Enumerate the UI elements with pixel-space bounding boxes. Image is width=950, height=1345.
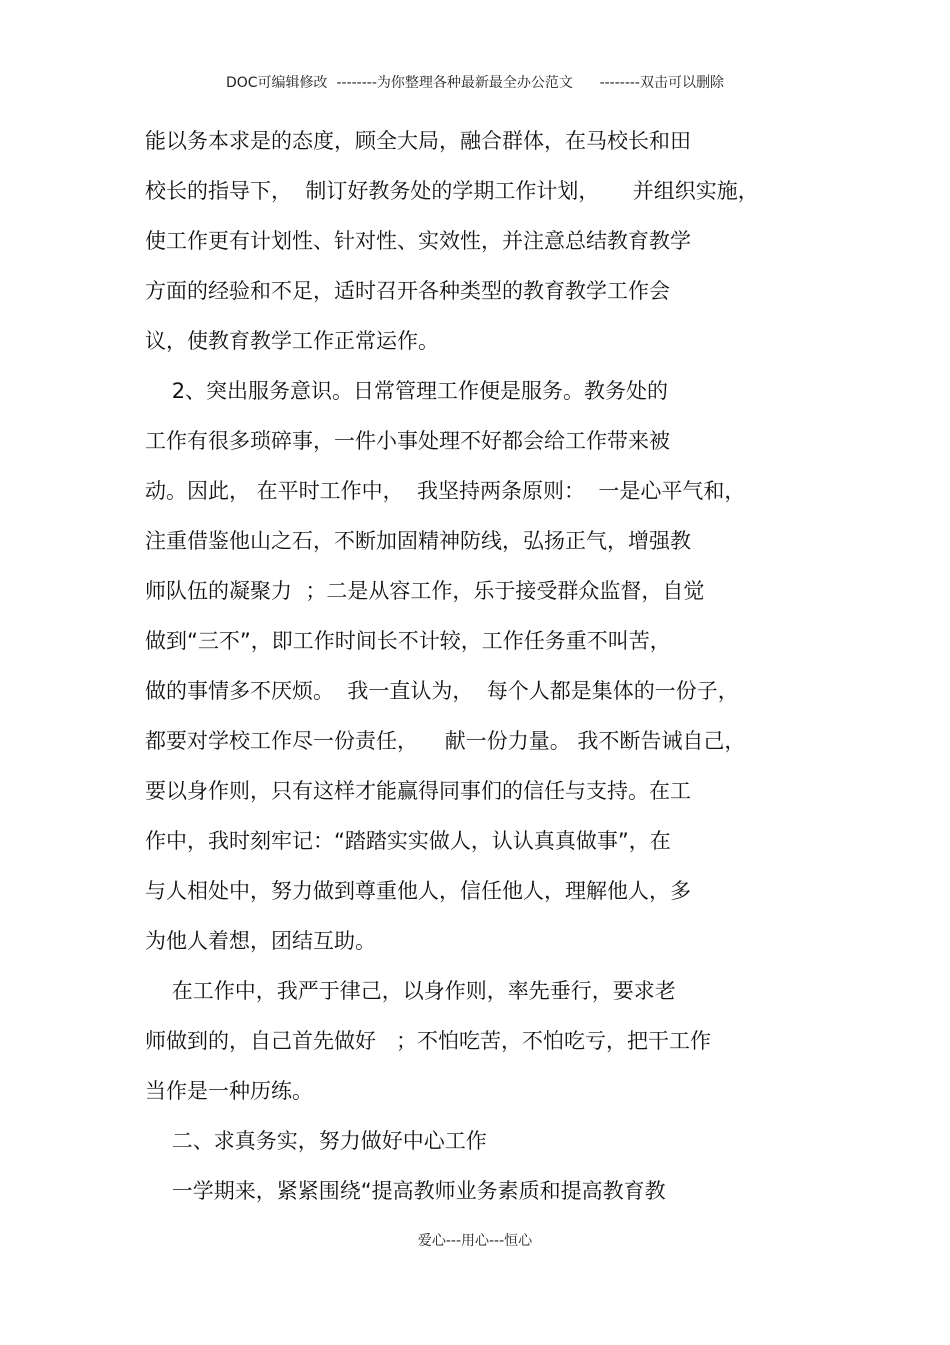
body-line: 2、突出服务意识。日常管理工作便是服务。教务处的 [145, 379, 669, 403]
body-line: 一学期来，紧紧围绕“提高教师业务素质和提高教育教 [145, 1179, 666, 1203]
body-line: 师队伍的凝聚力 ；二是从容工作，乐于接受群众监督，自觉 [145, 579, 705, 603]
body-line: 与人相处中，努力做到尊重他人，信任他人，理解他人，多 [145, 879, 691, 903]
body-line: 能以务本求是的态度，顾全大局，融合群体，在马校长和田 [145, 129, 691, 153]
body-line: 注重借鉴他山之石，不断加固精神防线，弘扬正气，增强教 [145, 529, 691, 553]
body-line: 在工作中，我严于律己，以身作则，率先垂行，要求老 [145, 979, 676, 1003]
body-line: 工作有很多琐碎事，一件小事处理不好都会给工作带来被 [145, 429, 670, 453]
body-line: 为他人着想，团结互助。 [145, 929, 376, 953]
page-footer: 爱心---用心---恒心 [417, 1233, 533, 1249]
body-line: 做到“三不”，即工作时间长不计较，工作任务重不叫苦， [145, 629, 671, 653]
body-line: 师做到的，自己首先做好 ；不怕吃苦，不怕吃亏，把干工作 [145, 1029, 712, 1053]
body-line: 要以身作则，只有这样才能赢得同事们的信任与支持。在工 [145, 779, 691, 803]
body-line: 方面的经验和不足，适时召开各种类型的教育教学工作会 [145, 279, 670, 303]
body-line: 都要对学校工作尽一份责任， 献一份力量。 我不断告诫自己， [145, 729, 746, 753]
body-line: 使工作更有计划性、针对性、实效性，并注意总结教育教学 [145, 229, 691, 253]
section-heading: 二、求真务实，努力做好中心工作 [145, 1129, 487, 1153]
body-line: 动。因此， 在平时工作中， 我坚持两条原则： 一是心平气和， [145, 479, 746, 503]
body-line: 做的事情多不厌烦。 我一直认为， 每个人都是集体的一份子， [145, 679, 739, 703]
body-line: 校长的指导下， 制订好教务处的学期工作计划， 并组织实施， [145, 179, 759, 203]
body-line: 当作是一种历练。 [145, 1079, 313, 1103]
body-line: 作中，我时刻牢记：“踏踏实实做人，认认真真做事”，在 [145, 829, 671, 853]
page-header: DOC可编辑修改 --------为你整理各种最新最全办公范文 --------双击可以删除 [225, 75, 724, 91]
body-line: 议，使教育教学工作正常运作。 [145, 329, 439, 353]
